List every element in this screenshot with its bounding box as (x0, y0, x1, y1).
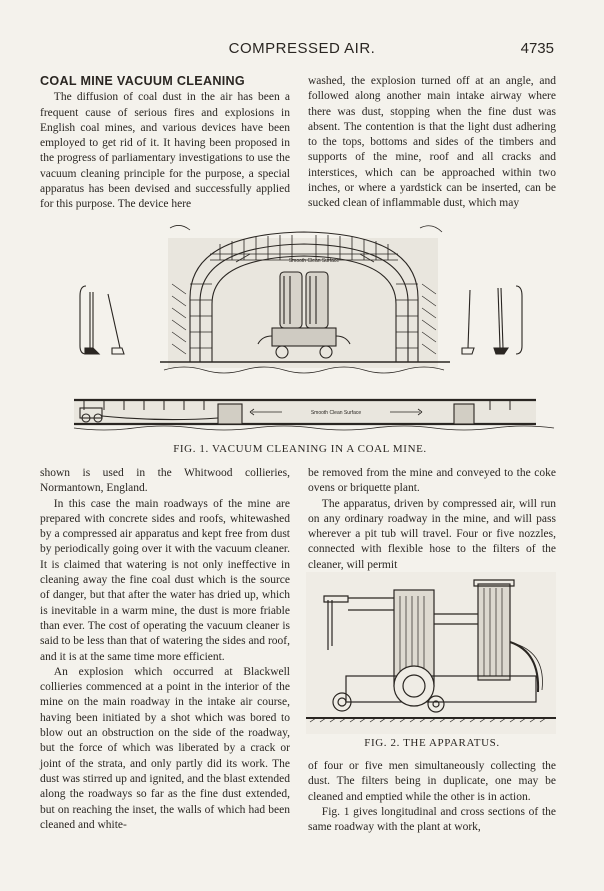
left-nozzle-tools (80, 286, 124, 354)
right-nozzle-tools (462, 286, 522, 354)
bottom-right-column-bottom (308, 759, 556, 835)
paragraph: The apparatus, driven by compressed air, will run on any ordinary roadway in the mine, and will pass wherever a pit tub will travel. Four or five nozzles, connected with flexible hose to the filters of the cleaner, will permit (308, 497, 556, 571)
figure-1-caption: FIG. 1. VACUUM CLEANING IN A COAL MINE. (173, 443, 427, 455)
cross-section-arch (160, 225, 450, 373)
running-header: COMPRESSED AIR. (228, 40, 376, 57)
paragraph: of four or five men simultaneously collecting the dust. The filters being in duplicate, one may be cleaned and emptied while the other is in action. (308, 760, 556, 803)
article-heading: COAL MINE VACUUM CLEANING (40, 74, 246, 88)
paragraph: An explosion which occurred at Blackwell collieries commenced at a point in the interior of the mine on the main roadway in the intake air course, having been initiated by a shot which was bored to blow out an obstruction on the side of the roadway, but the force of which was liberated by a crack or joint of the strata, and only partly did its work. The dust was stirred up and ignited, and the blast extended along the roadways so far as the fine dust extended, but on reaching the inset, the walls of which had been cleaned and white- (40, 665, 290, 831)
top-right-column (308, 74, 556, 212)
intro-paragraph: The diffusion of coal dust in the air has been a frequent cause of serious fires and explosions in English coal mines, and various devices have been employed to get rid of it. It having been proposed in the progress of parliamentary investigations to use the vacuum cleaning principle for the purpose, a special apparatus has been devised and successfully applied for this purpose. The device here (40, 91, 290, 211)
bottom-left-column (40, 466, 290, 833)
figure-1-illustration (60, 224, 550, 440)
paragraph: Fig. 1 gives longitudinal and cross sections of the same roadway with the plant at work, (308, 805, 556, 834)
figure-2-caption: FIG. 2. THE APPARATUS. (364, 737, 500, 749)
paragraph: be removed from the mine and conveyed to the coke ovens or briquette plant. (308, 467, 556, 495)
cross-section-label: Smooth Clean Surface (288, 258, 340, 264)
longitudinal-section-label: Smooth Clean Surface (310, 410, 362, 416)
paragraph: shown is used in the Whitwood collieries, Normantown, England. (40, 467, 290, 495)
bottom-right-column-top (308, 466, 556, 573)
figure-2-illustration (306, 572, 556, 734)
top-left-column (40, 74, 290, 213)
page-number: 4735 (520, 40, 554, 57)
paragraph: In this case the main roadways of the mine are prepared with concrete sides and roofs, whitewashed by a compressed air apparatus and kept free from dust by periodically going over it with the vacuum cleaner. It is claimed that watering is not only ineffective in cleaning away the fine coal dust which is the source of danger, but that after the water has dried up, which is inevitable in a warm mine, the dust is more friable than ever. The cost of operating the vacuum cleaner is said to be less than that of watering the sides and roof, and it is at the same time more efficient. (40, 497, 290, 663)
continuation-paragraph: washed, the explosion turned off at an angle, and followed along another main intake airway where there was dust, stopping when the fine dust was absent. The contention is that the light dust adhering to the tops, bottoms and sides of the timbers and supports of the mine, roof and all cracks and interstices, which can be approached within two inches, or where a yardstick can be inserted, can be sucked clean of inflammable dust, which may (308, 75, 556, 210)
